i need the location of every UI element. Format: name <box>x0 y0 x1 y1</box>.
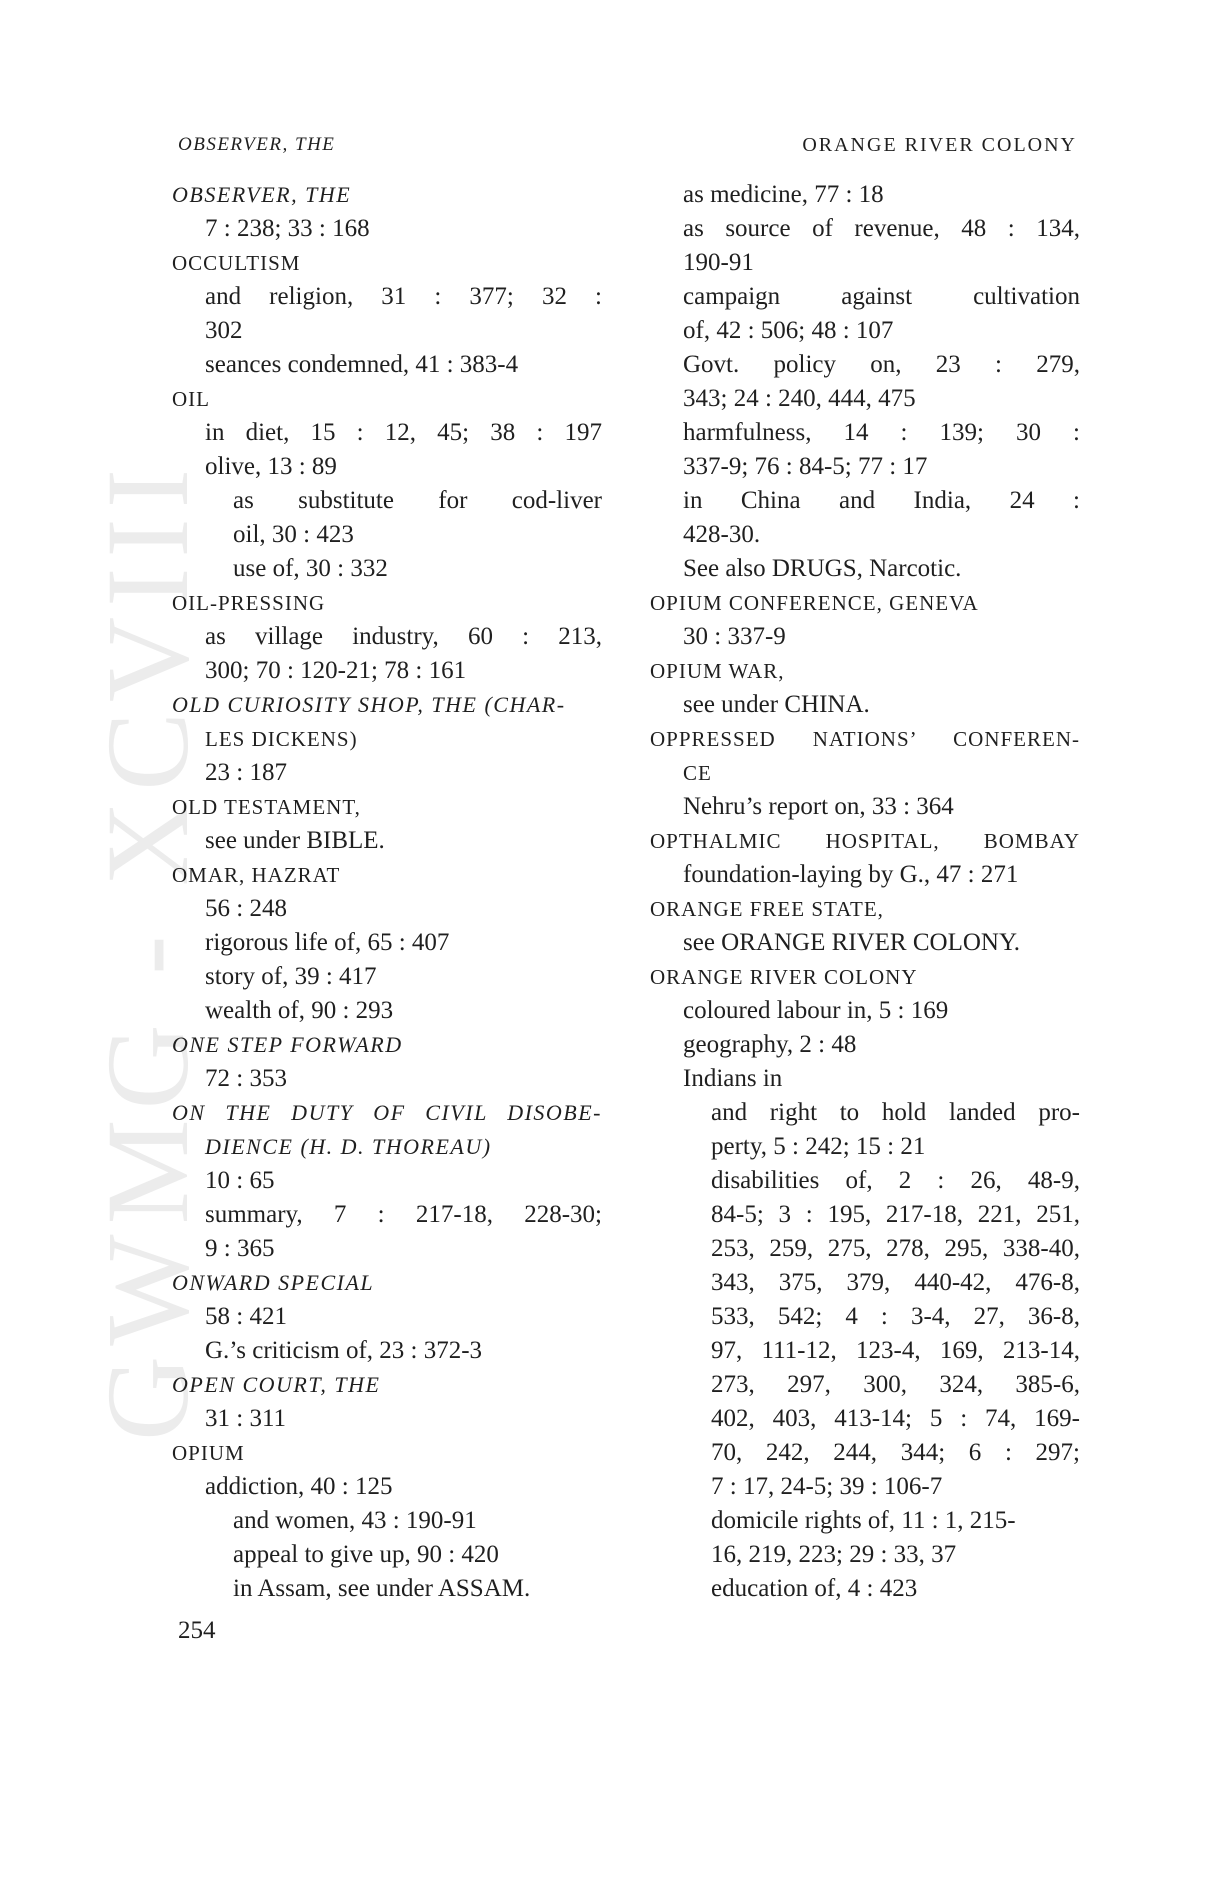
index-heading: ORANGE RIVER COLONY <box>650 965 918 989</box>
index-entry: 58 : 421 <box>205 1303 287 1330</box>
index-entry: oil, 30 : 423 <box>233 521 354 548</box>
index-entry: in China and India, 24 : <box>683 487 1080 514</box>
index-entry: see under BIBLE. <box>205 827 385 854</box>
index-entry: 7 : 17, 24-5; 39 : 106-7 <box>711 1473 943 1500</box>
index-entry: addiction, 40 : 125 <box>205 1473 393 1500</box>
index-entry: CE <box>683 761 712 785</box>
index-heading: ON THE DUTY OF CIVIL DISOBE- <box>172 1100 602 1125</box>
index-entry: 84-5; 3 : 195, 217-18, 221, 251, <box>711 1201 1080 1228</box>
index-entry: rigorous life of, 65 : 407 <box>205 929 450 956</box>
running-head-left: OBSERVER, THE <box>178 134 336 155</box>
index-entry: perty, 5 : 242; 15 : 21 <box>711 1133 926 1160</box>
index-entry: as village industry, 60 : 213, <box>205 623 602 650</box>
index-entry: 56 : 248 <box>205 895 287 922</box>
index-entry: seances condemned, 41 : 383-4 <box>205 351 519 378</box>
index-entry: and religion, 31 : 377; 32 : <box>205 283 602 310</box>
index-entry: summary, 7 : 217-18, 228-30; <box>205 1201 602 1228</box>
index-entry: 533, 542; 4 : 3-4, 27, 36-8, <box>711 1303 1080 1330</box>
index-entry: geography, 2 : 48 <box>683 1031 857 1058</box>
index-entry: education of, 4 : 423 <box>711 1575 918 1602</box>
index-entry: 9 : 365 <box>205 1235 275 1262</box>
index-entry: 300; 70 : 120-21; 78 : 161 <box>205 657 467 684</box>
page-number: 254 <box>178 1617 216 1644</box>
index-entry: Indians in <box>683 1065 783 1092</box>
index-heading: OLD TESTAMENT, <box>172 795 361 819</box>
index-entry: See also DRUGS, Narcotic. <box>683 555 962 582</box>
index-entry: coloured labour in, 5 : 169 <box>683 997 949 1024</box>
index-heading: OPTHALMIC HOSPITAL, BOMBAY <box>650 829 1080 853</box>
index-entry: as source of revenue, 48 : 134, <box>683 215 1080 242</box>
index-entry: 10 : 65 <box>205 1167 275 1194</box>
index-column-right <box>650 178 1080 1606</box>
index-entry: as substitute for cod-liver <box>233 487 602 514</box>
index-entry: and women, 43 : 190-91 <box>233 1507 477 1534</box>
index-entry: 23 : 187 <box>205 759 287 786</box>
index-entry: in Assam, see under ASSAM. <box>233 1575 531 1602</box>
index-column-left <box>172 178 602 1606</box>
index-entry: DIENCE (H. D. THOREAU) <box>205 1134 492 1159</box>
index-entry: wealth of, 90 : 293 <box>205 997 394 1024</box>
index-entry: story of, 39 : 417 <box>205 963 377 990</box>
index-heading: OPIUM WAR, <box>650 659 785 683</box>
index-entry: 343; 24 : 240, 444, 475 <box>683 385 916 412</box>
index-heading: OIL-PRESSING <box>172 591 326 615</box>
index-entry: Govt. policy on, 23 : 279, <box>683 351 1080 378</box>
index-entry: appeal to give up, 90 : 420 <box>233 1541 499 1568</box>
index-entry: LES DICKENS) <box>205 727 358 751</box>
index-entry: see under CHINA. <box>683 691 870 718</box>
index-heading: OLD CURIOSITY SHOP, THE (CHAR- <box>172 692 566 717</box>
index-entry: 7 : 238; 33 : 168 <box>205 215 370 242</box>
index-entry: 302 <box>205 317 243 344</box>
index-entry: in diet, 15 : 12, 45; 38 : 197 <box>205 419 602 446</box>
index-entry: 343, 375, 379, 440-42, 476-8, <box>711 1269 1080 1296</box>
index-entry: 253, 259, 275, 278, 295, 338-40, <box>711 1235 1080 1262</box>
watermark-text: GWMG - XCVIII <box>82 458 214 1442</box>
index-heading: OPIUM <box>172 1441 245 1465</box>
index-entry: use of, 30 : 332 <box>233 555 388 582</box>
index-entry: 190-91 <box>683 249 754 276</box>
index-heading: OMAR, HAZRAT <box>172 863 341 887</box>
index-entry: disabilities of, 2 : 26, 48-9, <box>711 1167 1080 1194</box>
index-entry: 30 : 337-9 <box>683 623 786 650</box>
index-heading: ONWARD SPECIAL <box>172 1270 375 1295</box>
index-entry: as medicine, 77 : 18 <box>683 181 884 208</box>
index-heading: OBSERVER, THE <box>172 182 352 207</box>
index-entry: domicile rights of, 11 : 1, 215- <box>711 1507 1016 1534</box>
index-heading: OPIUM CONFERENCE, GENEVA <box>650 591 979 615</box>
index-entry: harmfulness, 14 : 139; 30 : <box>683 419 1080 446</box>
index-heading: OPPRESSED NATIONS’ CONFEREN- <box>650 727 1080 751</box>
index-entry: 428-30. <box>683 521 761 548</box>
index-entry: 72 : 353 <box>205 1065 287 1092</box>
index-entry: and right to hold landed pro- <box>711 1099 1080 1126</box>
index-entry: 402, 403, 413-14; 5 : 74, 169- <box>711 1405 1080 1432</box>
index-heading: ONE STEP FORWARD <box>172 1032 403 1057</box>
index-entry: 70, 242, 244, 344; 6 : 297; <box>711 1439 1080 1466</box>
index-heading: OIL <box>172 387 210 411</box>
index-entry: 16, 219, 223; 29 : 33, 37 <box>711 1541 957 1568</box>
index-entry: of, 42 : 506; 48 : 107 <box>683 317 894 344</box>
index-entry: foundation-laying by G., 47 : 271 <box>683 861 1019 888</box>
index-entry: campaign against cultivation <box>683 283 1080 310</box>
index-entry: 31 : 311 <box>205 1405 287 1432</box>
index-entry: 97, 111-12, 123-4, 169, 213-14, <box>711 1337 1080 1364</box>
index-heading: OCCULTISM <box>172 251 301 275</box>
index-entry: see ORANGE RIVER COLONY. <box>683 929 1021 956</box>
index-entry: 273, 297, 300, 324, 385-6, <box>711 1371 1080 1398</box>
index-entry: olive, 13 : 89 <box>205 453 337 480</box>
index-entry: G.’s criticism of, 23 : 372-3 <box>205 1337 483 1364</box>
index-heading: ORANGE FREE STATE, <box>650 897 884 921</box>
index-entry: Nehru’s report on, 33 : 364 <box>683 793 954 820</box>
index-entry: 337-9; 76 : 84-5; 77 : 17 <box>683 453 928 480</box>
index-heading: OPEN COURT, THE <box>172 1372 381 1397</box>
running-head-right: ORANGE RIVER COLONY <box>802 134 1077 156</box>
